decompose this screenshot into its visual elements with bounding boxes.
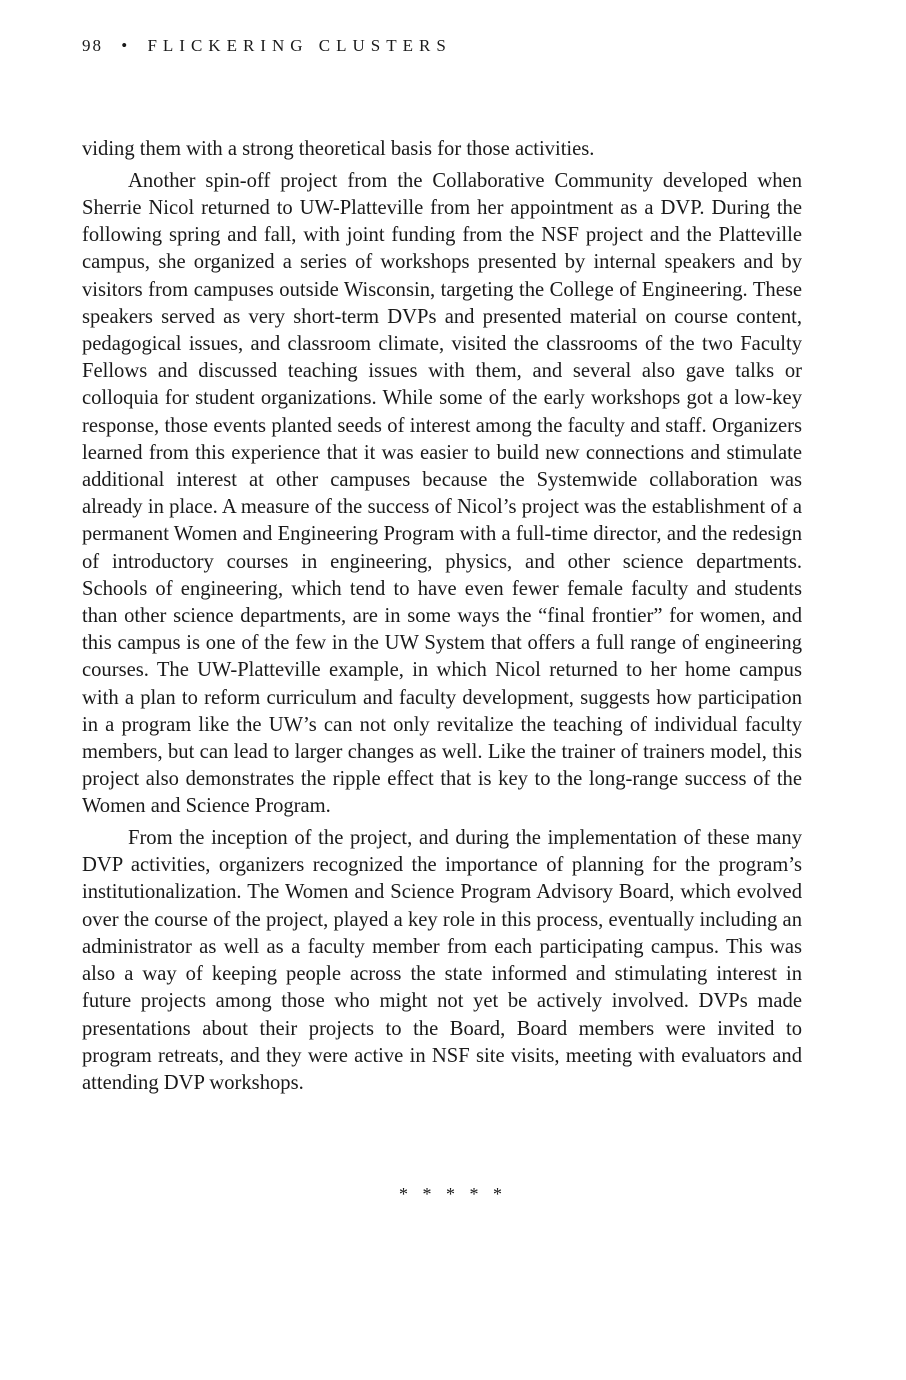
header-bullet: • <box>121 36 128 55</box>
running-title: FLICKERING CLUSTERS <box>147 36 452 55</box>
paragraph-spin-off-project: Another spin-off project from the Collaborative Community developed when Sherrie Nicol returned to UW-Platteville from her appointment as a DVP. During the following spring and fall, with joint funding from the NSF project and the Platteville campus, she organized a series of workshops presented by internal speakers and by visitors from campuses outside Wisconsin, targeting the College of Engineering. These speakers served as very short-term DVPs and presented material on course content, pedagogical issues, and classroom climate, visited the classrooms of the two Faculty Fellows and discussed teaching issues with them, and several also gave talks or colloquia for student organizations. While some of the early workshops got a low-key response, those events planted seeds of interest among the faculty and staff. Organizers learned from this experience that it was easier to build new connections and stimulate additional interest at other campuses because the Systemwide collaboration was already in place. A measure of the success of Nicol’s project was the establishment of a permanent Women and Engineering Program with a full-time director, and the redesign of introductory courses in engineering, physics, and other science departments. Schools of engineering, which tend to have even fewer female faculty and students than other science departments, are in some ways the “final frontier” for women, and this campus is one of the few in the UW System that offers a full range of engineering courses. The UW-Platteville example, in which Nicol returned to her home campus with a plan to reform curriculum and faculty development, suggests how participation in a program like the UW’s can not only revitalize the teaching of individual faculty members, but can lead to larger changes as well. Like the trainer of trainers model, this project also demonstrates the ripple effect that is key to the long-range success of the Women and Science Program. <box>82 169 802 818</box>
running-head <box>82 36 452 56</box>
body-text <box>82 136 802 1102</box>
paragraph-continued: viding them with a strong theoretical basis for those activities. <box>82 138 595 160</box>
page-number: 98 <box>82 36 103 55</box>
paragraph-institutionalization: From the inception of the project, and during the implementation of these many DVP activities, organizers recognized the importance of planning for the program’s institutionalization. The Women and Science Program Advisory Board, which evolved over the course of the project, played a key role in this process, eventually including an administrator as well as a faculty member from each participating campus. This was also a way of keeping people across the state informed and stimulating interest in future projects among those who might not yet be actively involved. DVPs made presentations about their projects to the Board, Board members were invited to program retreats, and they were active in NSF site visits, meeting with evaluators and attending DVP workshops. <box>82 827 802 1094</box>
section-break: * * * * * <box>399 1184 507 1204</box>
